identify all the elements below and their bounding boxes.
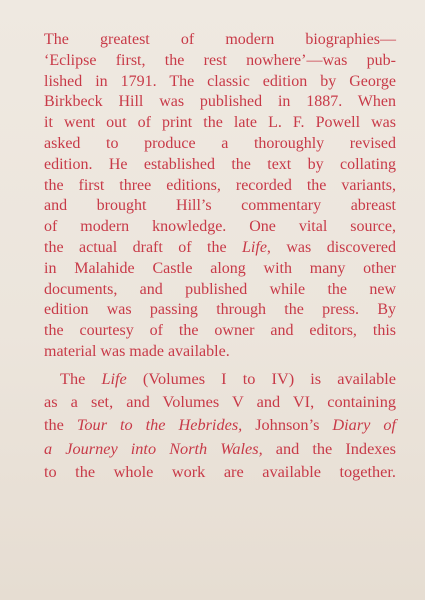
text-line: the first three editions, recorded the variants, <box>44 176 396 194</box>
text-line: of modern knowledge. One vital source, <box>44 218 396 236</box>
text-line: The Life (Volumes I to IV) is available <box>60 368 396 388</box>
text-line: in Malahide Castle along with many other <box>44 259 396 277</box>
text-line: lished in 1791. The classic edition by George <box>44 72 396 90</box>
paragraph-history <box>44 30 396 363</box>
text-line: edition was passing through the press. By <box>44 301 396 319</box>
text-line: ‘Eclipse first, the rest nowhere’—was pub- <box>44 51 396 69</box>
text-line: The greatest of modern biographies— <box>44 31 396 48</box>
text-line: asked to produce a thoroughly revised <box>44 134 396 152</box>
text-line: the actual draft of the Life, was discovered <box>44 238 396 256</box>
text-line: to the whole work are available together. <box>44 461 396 481</box>
text-line: material was made available. <box>44 342 230 360</box>
text-line: and brought Hill’s commentary abreast <box>44 197 396 215</box>
text-line: the courtesy of the owner and editors, this <box>44 322 396 340</box>
title-life: Life <box>242 238 267 256</box>
title-diary: Diary of <box>332 415 396 435</box>
text-line: the Tour to the Hebrides, Johnson’s Diary of <box>44 415 396 435</box>
blurb-text <box>44 30 396 483</box>
text-line: edition. He established the text by collating <box>44 155 396 173</box>
title-journey: a Journey into North Wales, <box>44 438 263 458</box>
text-line: a Journey into North Wales, and the Indexes <box>44 438 396 458</box>
text-line: as a set, and Volumes V and VI, containing <box>44 392 396 412</box>
title-life: Life <box>101 368 127 388</box>
text-line: documents, and published while the new <box>44 280 396 298</box>
title-tour: Tour to the Hebrides, <box>76 415 243 435</box>
text-line: Birkbeck Hill was published in 1887. When <box>44 93 396 111</box>
paragraph-availability <box>44 367 396 483</box>
text-line: it went out of print the late L. F. Powell was <box>44 114 396 132</box>
